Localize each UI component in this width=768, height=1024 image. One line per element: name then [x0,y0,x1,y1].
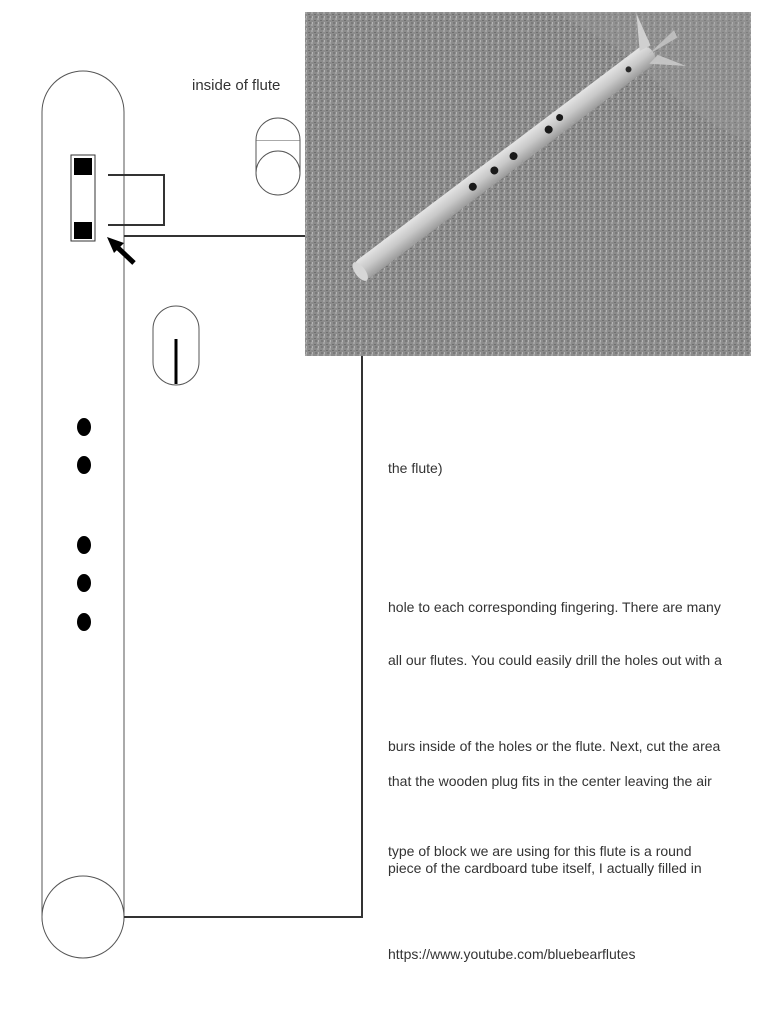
instruction-line: all our flutes. You could easily drill the holes out with a [388,652,722,668]
flute-end-circle [42,876,124,958]
arrow-icon [107,237,134,263]
instruction-line: piece of the cardboard tube itself, I actually filled in [388,860,702,876]
instruction-line: hole to each corresponding fingering. There are many [388,599,721,615]
finger-hole [77,574,91,592]
finger-hole [77,613,91,631]
finger-hole [77,456,91,474]
finger-holes [77,418,91,631]
youtube-link[interactable]: https://www.youtube.com/bluebearflutes [388,946,636,962]
instruction-line: that the wooden plug fits in the center leaving the air [388,773,712,789]
window-bracket [108,175,164,225]
connector-line-bottom [124,356,362,917]
instruction-line: the flute) [388,460,443,476]
window-top-square [74,158,92,175]
flute-photo [305,12,751,356]
plug-side-icon [153,306,199,385]
inside-of-flute-label: inside of flute [192,77,281,94]
window-bottom-square [74,222,92,239]
finger-hole [77,418,91,436]
plug-top-icon [256,118,300,195]
instruction-line: burs inside of the holes or the flute. Next, cut the area [388,738,721,754]
instruction-line: type of block we are using for this flute is a round [388,843,692,859]
finger-hole [77,536,91,554]
